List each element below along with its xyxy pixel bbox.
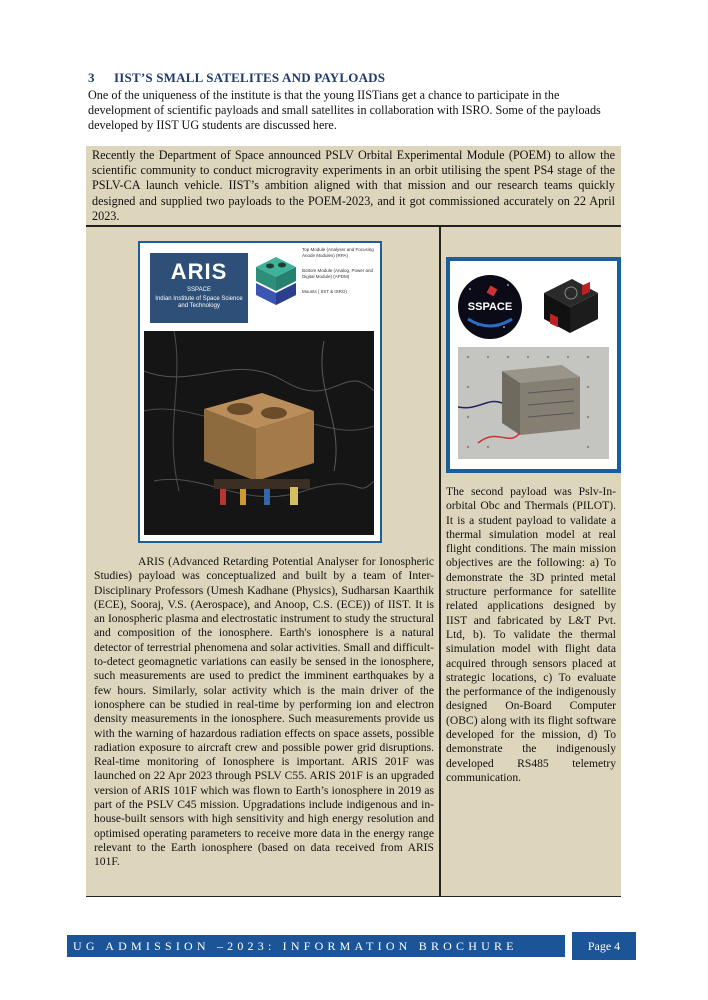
aris-logo bbox=[150, 253, 248, 323]
aris-logo-team: SSPACE bbox=[187, 287, 211, 293]
aris-cad-labels bbox=[302, 247, 376, 305]
aris-figure bbox=[138, 241, 382, 543]
cad-label-top: Top Module (Analyser and Focusing Anode Modules) (RPA) bbox=[302, 247, 374, 258]
aris-payload-photo bbox=[144, 331, 374, 535]
pilot-payload-photo bbox=[458, 347, 609, 459]
aris-description bbox=[94, 555, 434, 870]
section-number: 3 bbox=[88, 70, 95, 85]
section-title bbox=[88, 70, 648, 86]
pilot-figure bbox=[446, 257, 621, 473]
pilot-cad-model-image bbox=[536, 267, 606, 339]
horizontal-divider bbox=[86, 225, 621, 227]
aris-description-text: ARIS (Advanced Retarding Potential Analyser for Ionospheric Studies) payload was conceptualized and built by a team of Inter-Disciplinary Professors (Umesh Kadhane (Physics), Sudharsan Kaarthik (ECE), Sooraj, V.S. (Aerospace), and Anoop, C.S. (ECE)) of IIST. It is an Ionospheric plasma and electrostatic instrument to study the structural and composition of the ionosphere. Earth's ionosphere is a natural detector of terrestrial phenomena and solar activities. Small and difficult-to-detect geomagnetic variations can easily be sensed in the ionosphere, such measurements are used to predict the imminent earthquakes by a few hours. Similarly, solar activity which is the main driver of the ionosphere can be studied in real-time by performing ion and electron density measurements in the ionosphere. Such measurements provide us with the warning of hazardous radiation effects on space assets, possible radiation exposure to aircraft crew and possible power grid disruptions. Real-time monitoring of Ionosphere is important. ARIS 201F was launched on 22 Apr 2023 through PSLV C55. ARIS 201F is an upgraded version of ARIS 101F which was flown to Earth’s ionosphere in 2019 as part of the PSLV C45 mission. Upgradations include indigenous and in-house-built sensors with high sensitivity and high energy resolution and optimised operating parameters to receive more data in the energy range relevant to the Earth ionosphere (based on data received from ARIS 101F. bbox=[94, 555, 434, 869]
poem-paragraph: Recently the Department of Space announced PSLV Orbital Experimental Module (POEM) to allow the scientific community to conduct microgravity experiments in an orbit utilising the spent PS4 stage of the PSLV-CA launch vehicle. IIST’s ambition aligned with that mission and our research teams quickly designed and supplied two payloads to the POEM-2023, and it got commissioned accurately on 22 April 2023. bbox=[92, 148, 615, 223]
cad-label-bottom: Bottom Module (Analog, Power and Digital Module) (APDM) bbox=[302, 268, 374, 279]
aris-cad-model-image bbox=[252, 253, 300, 309]
aris-logo-institute: Indian Institute of Space Science and Technology bbox=[155, 296, 243, 309]
payload-box bbox=[86, 146, 621, 897]
section-heading: IIST’S SMALL SATELITES AND PAYLOADS bbox=[114, 70, 386, 85]
intro-paragraph: One of the uniqueness of the institute is that the young IISTians get a chance to participate in the development of scientific payloads and small satellites in collaboration with ISRO. Some of the payloads developed by IIST UG students are discussed here. bbox=[88, 88, 601, 132]
aris-logo-title: ARIS bbox=[170, 259, 228, 284]
sspace-logo-text: SSPACE bbox=[467, 301, 513, 313]
cad-label-mounts: Mounts ( IIST & ISRO) bbox=[302, 289, 347, 294]
footer-label: UG ADMISSION –2023: INFORMATION BROCHURE bbox=[67, 935, 565, 957]
column-divider bbox=[439, 226, 441, 896]
pilot-description: The second payload was Pslv-In-orbital Obc and Thermals (PILOT). It is a student payload to validate a thermal simulation model at real flight conditions. The main mission objectives are the following: a) To demonstrate the 3D printed metal structure performance for satellite related applications designed by IIST and fabricated by L&T Pvt. Ltd, b). To validate the thermal simulation model with flight data acquired through sensors placed at strategic locations, c) To evaluate the performance of the indigenously designed On-Board Computer (OBC) along with its flight software developed for the mission, d) To demonstrate the indigenously developed RS485 telemetry communication. bbox=[446, 485, 616, 784]
sspace-logo bbox=[458, 275, 522, 339]
page-number: Page 4 bbox=[572, 932, 636, 960]
